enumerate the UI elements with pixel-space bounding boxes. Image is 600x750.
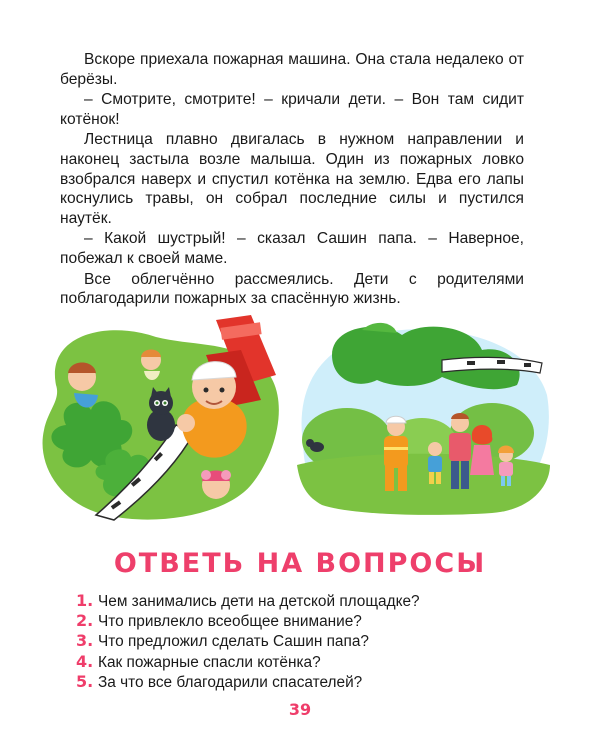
question-text: Что предложил сделать Сашин папа?	[98, 633, 369, 651]
question-number: 2.	[76, 611, 94, 631]
questions-list	[76, 591, 546, 692]
question-number: 5.	[76, 671, 94, 691]
question-text: Чем занимались дети на детской площадке?	[98, 593, 420, 610]
question-item	[76, 631, 546, 651]
question-item	[76, 591, 546, 611]
question-item	[76, 611, 546, 631]
story-paragraph: Лестница плавно двигалась в нужном направлении и наконец застыла возле малыша. Один из пожарных ловко взобрался наверх и спустил котёнка на землю. Едва его лапы коснулись травы, он собрал последние силы и пустился наутёк.	[60, 131, 524, 227]
family-illustration	[292, 315, 554, 515]
page-number: 39	[288, 700, 312, 719]
question-text: Как пожарные спасли котёнка?	[98, 653, 321, 671]
questions-heading: ОТВЕТЬ НА ВОПРОСЫ	[113, 548, 487, 579]
story-paragraph: – Смотрите, смотрите! – кричали дети. – Вон там сидит котёнок!	[60, 91, 524, 128]
question-item	[76, 672, 546, 692]
question-number: 3.	[76, 631, 94, 651]
question-item	[76, 652, 546, 672]
question-number: 4.	[76, 651, 94, 671]
story-paragraph: Вскоре приехала пожарная машина. Она стала недалеко от берёзы.	[60, 51, 524, 88]
rescue-illustration	[36, 315, 286, 525]
birch-foliage	[332, 323, 520, 389]
question-number: 1.	[76, 591, 94, 610]
question-text: Что привлекло всеобщее внимание?	[98, 613, 362, 631]
story-paragraph: Все облегчённо рассмеялись. Дети с родителями поблагодарили пожарных за спасённую жизнь.	[60, 270, 524, 308]
question-text: За что все благодарили спасателей?	[98, 673, 363, 691]
story-text	[60, 50, 524, 309]
story-paragraph: – Какой шустрый! – сказал Сашин папа. – Наверное, побежал к своей маме.	[60, 230, 524, 267]
mother-figure	[470, 425, 494, 475]
